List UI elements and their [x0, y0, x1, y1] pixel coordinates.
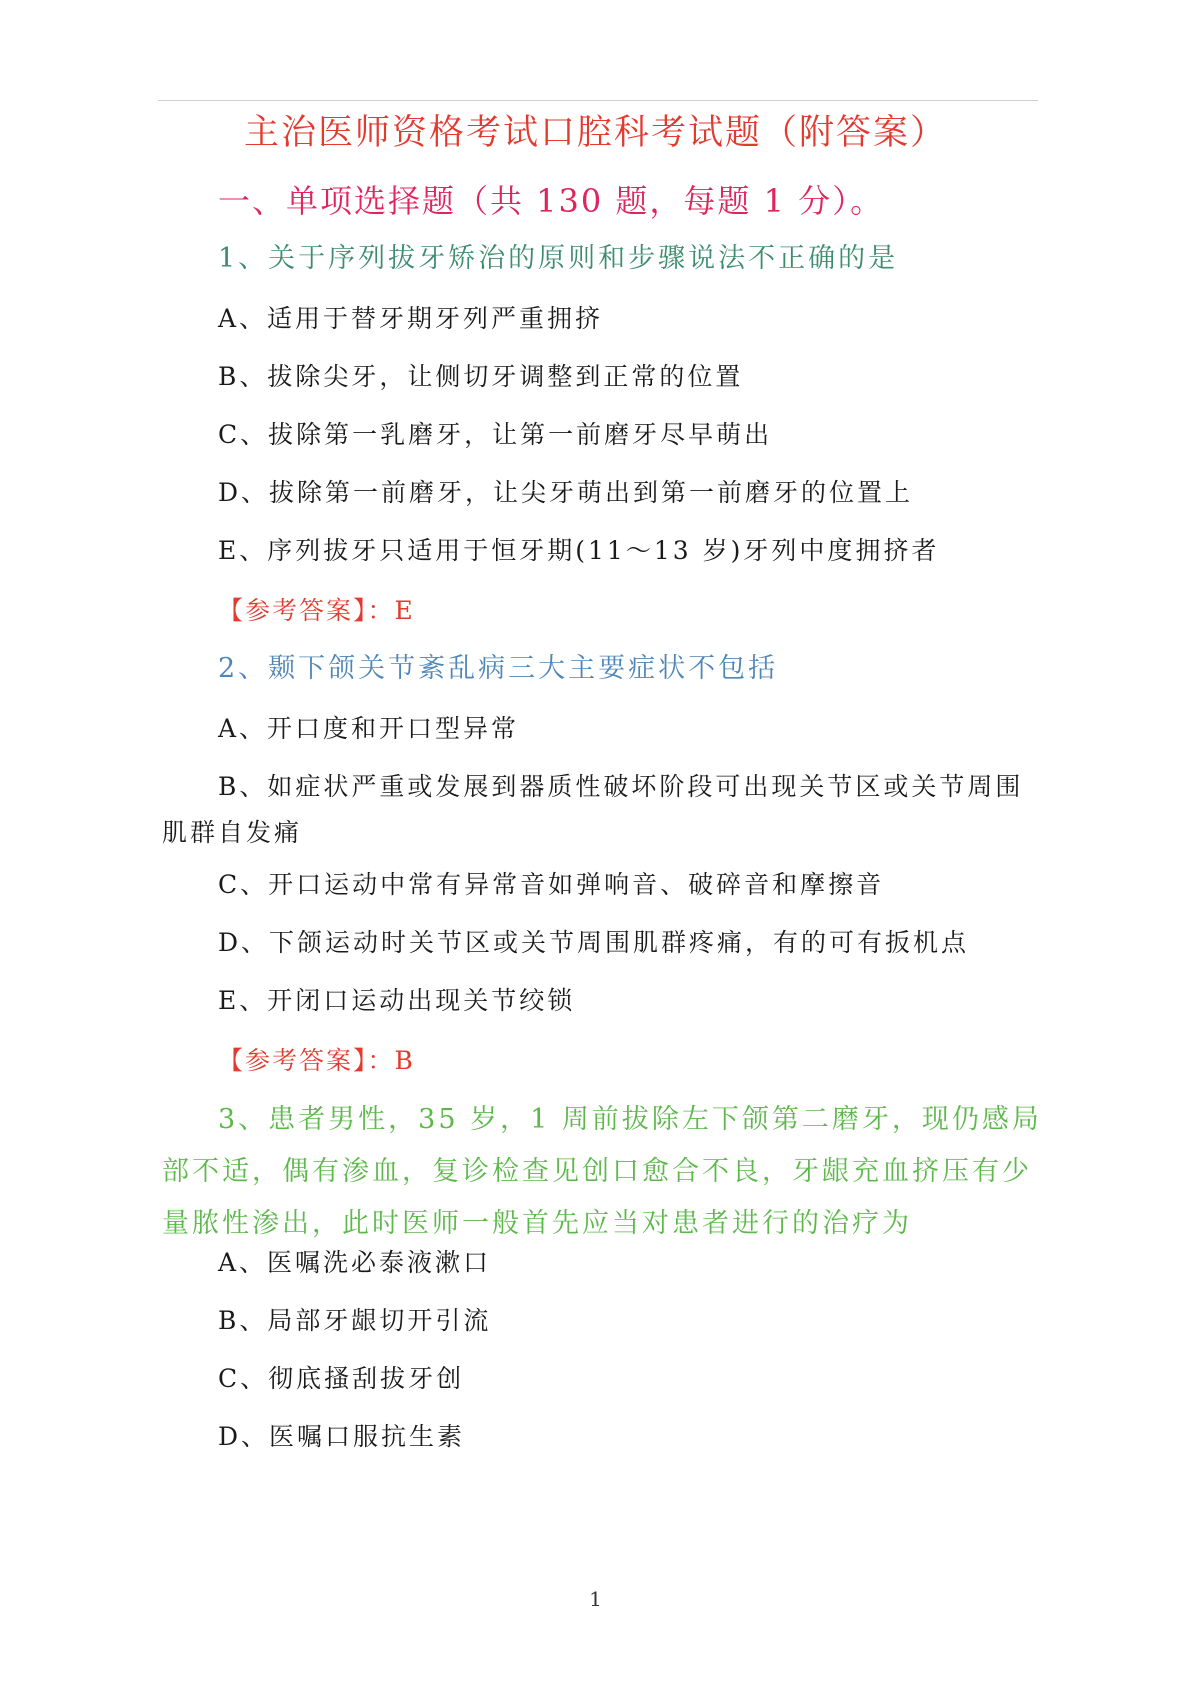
question-1-stem: 1、关于序列拔牙矫治的原则和步骤说法不正确的是: [218, 243, 899, 274]
section-heading: 一、单项选择题（共 130 题，每题 1 分）。: [218, 182, 885, 220]
question-3-option-b: B、局部牙龈切开引流: [218, 1306, 492, 1335]
question-1-option-a: A、适用于替牙期牙列严重拥挤: [218, 304, 604, 333]
question-1-answer: [218, 591, 415, 631]
question-2-option-c: C、开口运动中常有异常音如弹响音、破碎音和摩擦音: [218, 870, 885, 899]
question-2-option-a: A、开口度和开口型异常: [218, 714, 520, 743]
question-1-option-e: E、序列拔牙只适用于恒牙期(11～13 岁)牙列中度拥挤者: [218, 536, 940, 565]
answer-value: B: [394, 1046, 415, 1075]
document-title: 主治医师资格考试口腔科考试题（附答案）: [243, 113, 947, 153]
header-rule: [158, 100, 1038, 101]
question-2-answer: [218, 1041, 415, 1081]
question-2-option-d: D、下颌运动时关节区或关节周围肌群疼痛，有的可有扳机点: [218, 928, 970, 957]
question-3-option-a: A、医嘱洗必泰液漱口: [218, 1248, 492, 1277]
answer-value: E: [394, 596, 415, 625]
question-3-option-c: C、彻底搔刮拔牙创: [218, 1364, 465, 1393]
page-number: 1: [589, 1587, 602, 1611]
question-1-option-b: B、拔除尖牙，让侧切牙调整到正常的位置: [218, 362, 744, 391]
question-2-option-b: B、如症状严重或发展到器质性破坏阶段可出现关节区或关节周围肌群自发痛: [162, 772, 1024, 847]
question-3-option-d: D、医嘱口服抗生素: [218, 1422, 466, 1451]
question-3-stem: 3、患者男性，35 岁，1 周前拔除左下颌第二磨牙，现仍感局部不适，偶有渗血，复诊检查见创口愈合不良，牙龈充血挤压有少量脓性渗出，此时医师一般首先应当对患者进行的治疗为: [162, 1104, 1042, 1239]
answer-label: 【参考答案】：: [218, 1046, 395, 1075]
question-1-option-d: D、拔除第一前磨牙，让尖牙萌出到第一前磨牙的位置上: [218, 478, 914, 507]
question-2-option-e: E、开闭口运动出现关节绞锁: [218, 986, 576, 1015]
question-2-stem: 2、颞下颌关节紊乱病三大主要症状不包括: [218, 653, 779, 684]
question-1-option-c: C、拔除第一乳磨牙，让第一前磨牙尽早萌出: [218, 420, 773, 449]
answer-label: 【参考答案】：: [218, 596, 395, 625]
